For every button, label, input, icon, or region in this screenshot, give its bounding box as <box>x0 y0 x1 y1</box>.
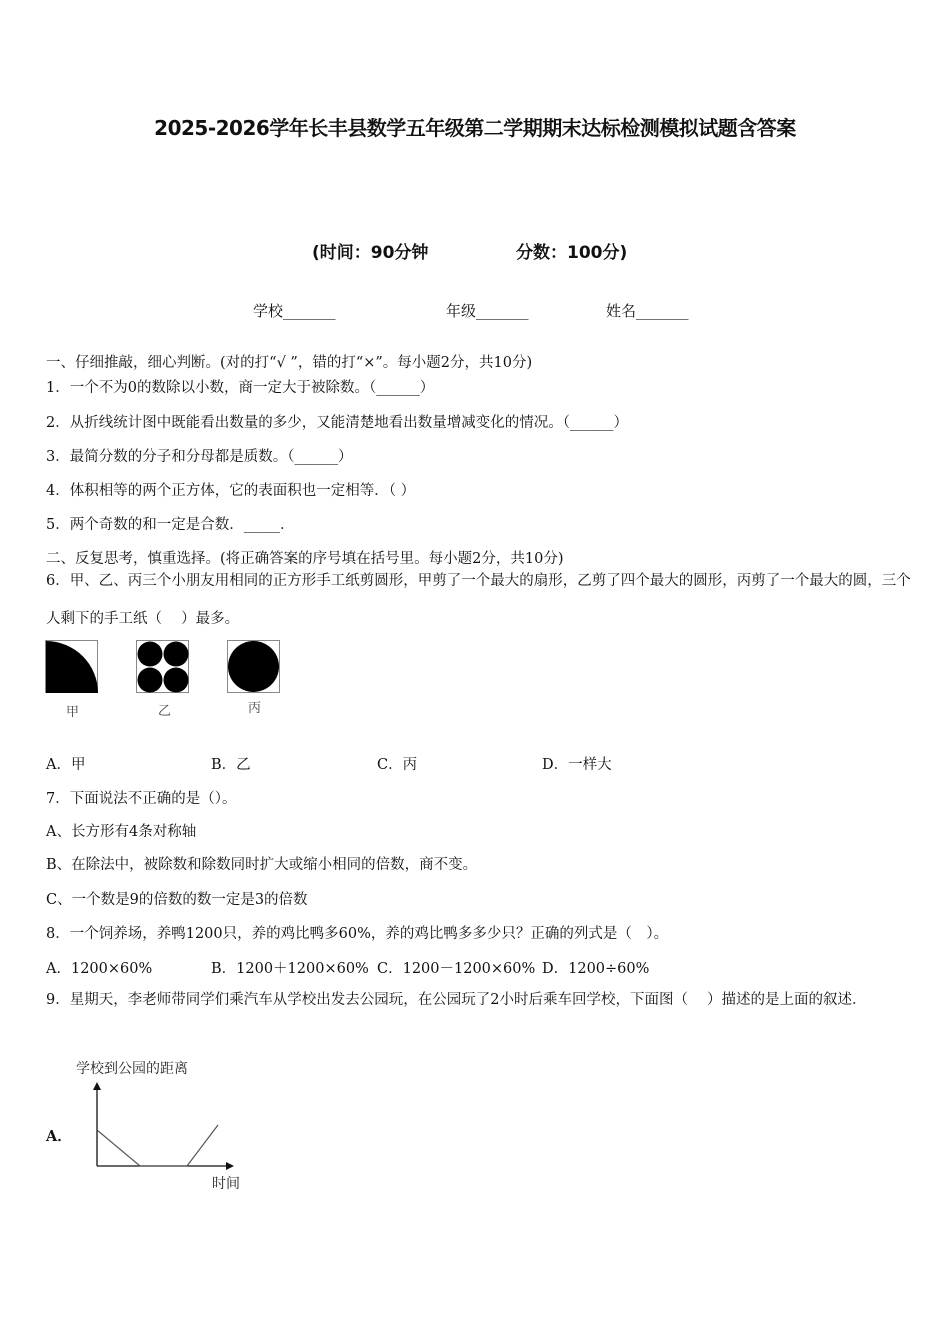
q6-option-d: D．一样大 <box>542 757 612 773</box>
q8-option-b: B．1200＋1200×60% <box>211 961 369 977</box>
question-9: 9．星期天，李老师带同学们乘汽车从学校出发去公园玩，在公园玩了2小时后乘车回学校，下面图（ ）描述的是上面的叙述． <box>46 992 867 1008</box>
question-7: 7．下面说法不正确的是（）。 <box>46 791 237 807</box>
question-6: 6．甲、乙、丙三个小朋友用相同的正方形手工纸剪圆形，甲剪了一个最大的扇形，乙剪了四个最大的圆形，丙剪了一个最大的圆，三个人剩下的手工纸（ ）最多。 <box>46 573 911 627</box>
q6-option-a: A．甲 <box>46 757 86 773</box>
name-field: 姓名_______ <box>606 302 689 320</box>
q7-option-a: A、长方形有4条对称轴 <box>46 824 197 840</box>
q9-option-a-label: A． <box>46 1128 72 1145</box>
exam-score: 分数：100分) <box>516 243 628 263</box>
q8-option-a: A．1200×60% <box>46 961 153 977</box>
q7-option-c: C、一个数是9的倍数的数一定是3的倍数 <box>46 892 308 908</box>
question-5: 5．两个奇数的和一定是合数．_____． <box>46 517 295 533</box>
q8-option-d: D．1200÷60% <box>542 961 650 977</box>
page-title: 2025-2026学年长丰县数学五年级第二学期期末达标检测模拟试题含答案 <box>154 116 796 140</box>
question-8: 8．一个饲养场，养鸭1200只，养的鸡比鸭多60%，养的鸡比鸭多多少只？正确的列式是（ ）。 <box>46 926 669 942</box>
question-1: 1．一个不为0的数除以小数，商一定大于被除数。（______） <box>46 380 435 396</box>
figure-jia-label: 甲 <box>66 705 80 720</box>
y-axis-arrow <box>93 1082 101 1090</box>
question-2: 2．从折线统计图中既能看出数量的多少，又能清楚地看出数量增减变化的情况。（______） <box>46 415 628 431</box>
distance-line <box>97 1125 218 1166</box>
figure-bing-label: 丙 <box>248 701 262 716</box>
q9-graph-x-label: 时间 <box>212 1176 240 1192</box>
question-4: 4．体积相等的两个正方体，它的表面积也一定相等．（ ） <box>46 483 416 499</box>
section2-header: 二、反复思考，慎重选择。(将正确答案的序号填在括号里。每小题2分，共10分) <box>46 551 564 567</box>
figure-bing <box>227 640 282 695</box>
q9-graph-y-label: 学校到公园的距离 <box>76 1061 188 1077</box>
q6-option-c: C．丙 <box>377 757 418 773</box>
exam-time: (时间：90分钟 <box>312 243 429 263</box>
section1-header: 一、仔细推敲，细心判断。(对的打“√ ”，错的打“×”。每小题2分，共10分) <box>46 355 533 371</box>
figure-jia <box>45 640 100 695</box>
figure-yi <box>136 640 191 695</box>
q8-option-c: C．1200－1200×60% <box>377 961 536 977</box>
q6-option-b: B．乙 <box>211 757 251 773</box>
question-3: 3．最简分数的分子和分母都是质数。（______） <box>46 449 353 465</box>
figure-yi-label: 乙 <box>158 704 172 719</box>
x-axis-arrow <box>226 1162 234 1170</box>
q9-graph <box>86 1082 246 1174</box>
school-field: 学校_______ <box>253 302 336 320</box>
q7-option-b: B、在除法中，被除数和除数同时扩大或缩小相同的倍数，商不变。 <box>46 857 478 873</box>
grade-field: 年级_______ <box>446 302 529 320</box>
